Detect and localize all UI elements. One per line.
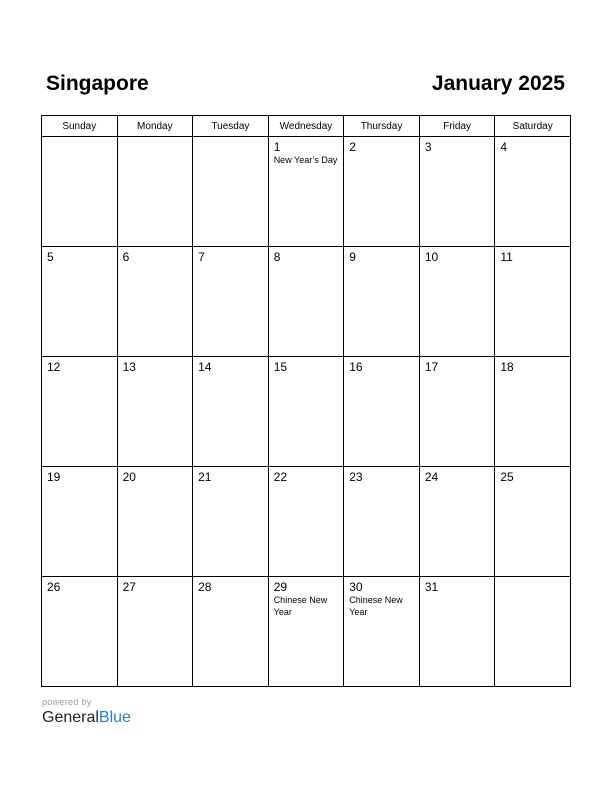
day-cell	[495, 247, 571, 357]
holiday-label: Chinese New Year	[349, 595, 403, 617]
day-number: 13	[122, 360, 136, 374]
week-row	[42, 247, 571, 357]
day-cell	[117, 577, 193, 687]
day-number: 30	[349, 580, 363, 594]
day-cell	[495, 467, 571, 577]
week-row	[42, 357, 571, 467]
day-number: 15	[273, 360, 288, 374]
day-number: 20	[122, 470, 136, 484]
day-number	[193, 137, 268, 140]
day-number	[495, 577, 570, 580]
day-cell	[117, 467, 193, 577]
day-cell	[344, 247, 420, 357]
weekday-thursday: Thursday	[344, 116, 420, 137]
month-title: January 2025	[431, 72, 565, 95]
day-cell	[117, 247, 193, 357]
day-number: 2	[349, 140, 356, 154]
day-cell	[419, 577, 495, 687]
day-number: 5	[47, 250, 54, 264]
brand-logo[interactable]	[42, 708, 131, 728]
day-number: 7	[198, 250, 205, 264]
day-number: 12	[47, 360, 61, 374]
day-cell	[268, 137, 344, 247]
day-number: 14	[198, 360, 212, 374]
day-number: 3	[424, 140, 432, 154]
day-cell	[42, 137, 118, 247]
day-cell	[344, 467, 420, 577]
day-cell	[193, 357, 269, 467]
day-cell	[495, 137, 571, 247]
day-cell	[344, 357, 420, 467]
day-cell	[268, 357, 344, 467]
day-cell	[193, 137, 269, 247]
day-cell	[193, 467, 269, 577]
day-number: 25	[500, 470, 514, 484]
day-number: 24	[424, 470, 439, 484]
day-number: 1	[273, 140, 281, 154]
day-cell	[42, 247, 118, 357]
day-number: 26	[47, 580, 61, 594]
week-row	[42, 577, 571, 687]
week-row	[42, 467, 571, 577]
holiday-label: New Year’s Day	[273, 155, 338, 165]
day-cell	[419, 467, 495, 577]
day-number: 6	[122, 250, 130, 264]
weekday-header-row	[42, 116, 571, 137]
weekday-sunday: Sunday	[42, 116, 118, 137]
holiday-label: Chinese New Year	[273, 595, 328, 617]
day-cell	[419, 357, 495, 467]
day-cell	[42, 577, 118, 687]
weekday-monday: Monday	[117, 116, 193, 137]
day-number: 4	[500, 140, 508, 154]
day-number: 19	[47, 470, 61, 484]
day-number: 28	[198, 580, 212, 594]
day-cell	[268, 467, 344, 577]
day-number: 9	[349, 250, 356, 264]
day-cell	[495, 577, 571, 687]
day-number: 17	[424, 360, 439, 374]
day-cell	[344, 137, 420, 247]
day-number: 22	[273, 470, 288, 484]
week-row	[42, 137, 571, 247]
day-number: 10	[424, 250, 439, 264]
brand-name-blue: Blue	[98, 709, 131, 726]
day-cell	[117, 137, 193, 247]
brand-name-general: General	[42, 709, 99, 726]
country-title: Singapore	[46, 72, 149, 95]
day-cell	[419, 137, 495, 247]
day-number	[118, 137, 193, 140]
day-cell	[268, 577, 344, 687]
day-cell	[268, 247, 344, 357]
day-number: 18	[500, 360, 514, 374]
weekday-saturday: Saturday	[495, 116, 571, 137]
calendar-grid	[41, 115, 571, 687]
day-cell	[419, 247, 495, 357]
day-number: 31	[424, 580, 439, 594]
day-number: 29	[273, 580, 288, 594]
day-number: 16	[349, 360, 363, 374]
day-cell	[193, 577, 269, 687]
weekday-friday: Friday	[419, 116, 495, 137]
day-number: 11	[500, 250, 513, 264]
day-cell	[495, 357, 571, 467]
powered-by-label: powered by	[42, 697, 92, 707]
day-cell	[117, 357, 193, 467]
day-cell	[42, 467, 118, 577]
day-cell	[344, 577, 420, 687]
day-number	[42, 137, 117, 140]
weekday-tuesday: Tuesday	[193, 116, 269, 137]
day-number: 23	[349, 470, 363, 484]
footer-branding	[42, 697, 131, 728]
day-number: 21	[198, 470, 212, 484]
day-number: 27	[122, 580, 136, 594]
day-cell	[193, 247, 269, 357]
weekday-wednesday: Wednesday	[268, 116, 344, 137]
day-cell	[42, 357, 118, 467]
day-number: 8	[273, 250, 281, 264]
